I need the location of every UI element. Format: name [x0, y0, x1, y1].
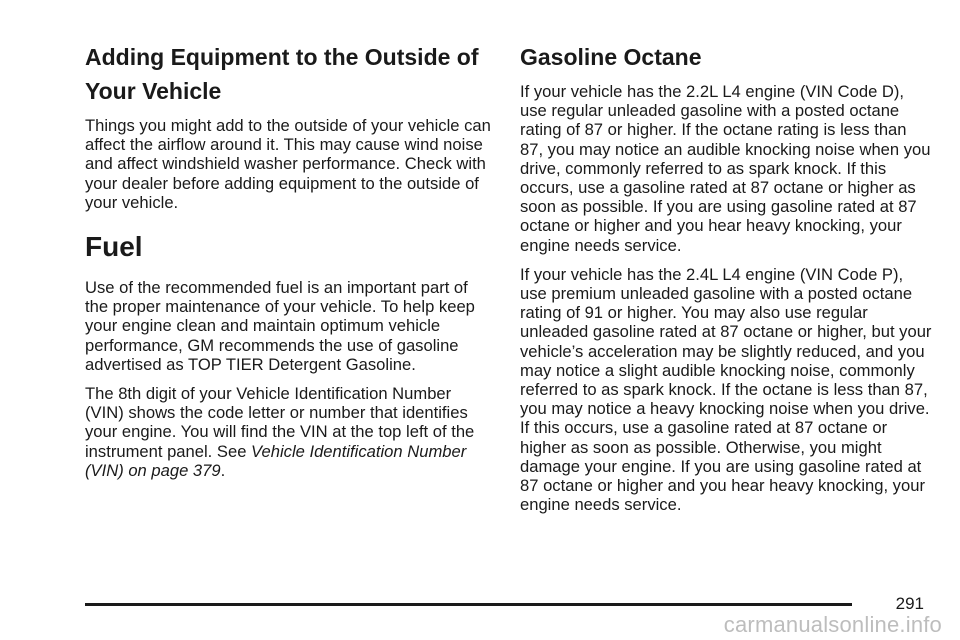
footer-rule: [85, 603, 852, 606]
fuel-paragraph-2-text: The 8th digit of your Vehicle Identification Number (VIN) shows the code letter or number that identifies your engine. You will find the VIN at the top left of the instrument panel. See: [85, 384, 475, 461]
right-column: [520, 40, 934, 524]
watermark: carmanualsonline.info: [723, 612, 942, 637]
section-heading-fuel: Fuel: [85, 231, 143, 263]
octane-paragraph-2: If your vehicle has the 2.4L L4 engine (VIN Code P), use premium unleaded gasoline with a posted octane rating of 91 or higher. You may also use regular unleaded gasoline rated at 87 octane or higher, but your vehicle’s acceleration may be slightly reduced, and you may notice a slight audible knocking noise, commonly referred to as spark knock. If the octane is less than 87, you may notice a heavy knocking noise when you drive. If this occurs, use a gasoline rated at 87 octane or higher as soon as possible. Otherwise, you might damage your engine. If you are using gasoline rated at 87 octane or higher and you hear heavy knocking, your engine needs service.: [520, 264, 932, 515]
fuel-paragraph-2-end: .: [220, 460, 226, 480]
octane-paragraph-1: If your vehicle has the 2.2L L4 engine (VIN Code D), use regular unleaded gasoline with a posted octane rating of 87 or higher. If the octane rating is less than 87, you may notice an audible knocking noise when you drive, commonly referred to as spark knock. If this occurs, use a gasoline rated at 87 octane or higher as soon as possible. If you are using gasoline rated at 87 octane or higher and you hear heavy knocking, your engine needs service.: [520, 82, 931, 255]
section-heading-gasoline-octane: Gasoline Octane: [520, 44, 702, 70]
vin-page-reference: Vehicle Identification Number (VIN) on page 379: [85, 441, 467, 480]
left-column: [85, 40, 491, 490]
fuel-paragraph-1: Use of the recommended fuel is an important part of the proper maintenance of your vehicle. To help keep your engine clean and maintain optimum vehicle performance, GM recommends the use of gasoline advertised as TOP TIER Detergent Gasoline.: [85, 278, 475, 374]
fuel-paragraph-2: [85, 384, 491, 480]
section-heading-adding-equipment: Adding Equipment to the Outside of Your Vehicle: [85, 44, 479, 104]
section-paragraph-adding-equipment: Things you might add to the outside of your vehicle can affect the airflow around it. This may cause wind noise and affect windshield washer performance. Check with your dealer before adding equipment to the outside of your vehicle.: [85, 116, 491, 212]
page-number: 291: [895, 594, 924, 613]
